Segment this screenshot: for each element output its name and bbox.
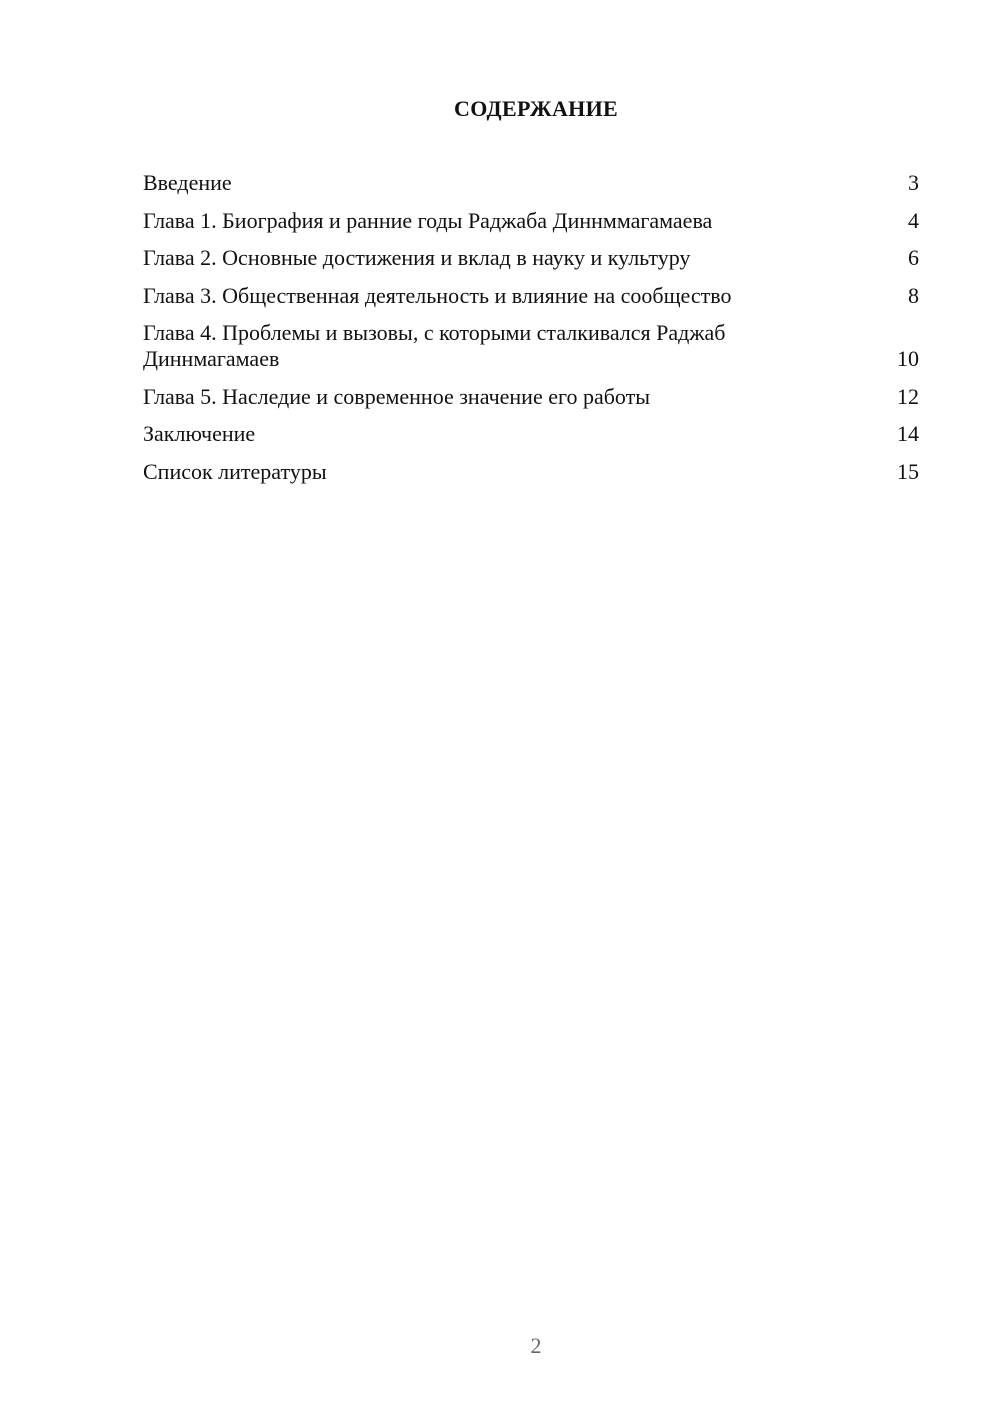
toc-entry[interactable] bbox=[143, 283, 919, 309]
toc-entry[interactable] bbox=[143, 208, 919, 234]
table-of-contents bbox=[143, 170, 919, 496]
toc-entry[interactable] bbox=[143, 421, 919, 447]
toc-entry-page: 12 bbox=[897, 383, 919, 409]
toc-entry[interactable] bbox=[143, 459, 919, 485]
toc-entry[interactable] bbox=[143, 384, 919, 410]
page-title: СОДЕРЖАНИЕ bbox=[454, 96, 618, 121]
toc-entry-page: 6 bbox=[908, 245, 919, 270]
toc-entry-page: 14 bbox=[897, 421, 919, 446]
page-number: 2 bbox=[530, 1333, 542, 1358]
toc-entry-title: Глава 1. Биография и ранние годы Раджаба Диннммагамаева bbox=[143, 207, 713, 233]
toc-entry-title: Глава 2. Основные достижения и вклад в науку и культуру bbox=[143, 245, 691, 270]
toc-entry-page: 3 bbox=[908, 170, 919, 195]
toc-entry-page: 15 bbox=[897, 458, 919, 484]
toc-entry-title: Глава 3. Общественная деятельность и влияние на сообщество bbox=[143, 282, 732, 308]
toc-entry-title: Введение bbox=[143, 170, 232, 195]
toc-entry-page: 4 bbox=[908, 207, 919, 233]
toc-entry[interactable] bbox=[143, 320, 919, 372]
toc-entry-page: 8 bbox=[908, 282, 919, 308]
toc-entry-title: Заключение bbox=[143, 421, 256, 446]
toc-entry[interactable] bbox=[143, 245, 919, 271]
toc-entry-title: Глава 5. Наследие и современное значение его работы bbox=[143, 383, 651, 409]
toc-entry-title: Список литературы bbox=[143, 458, 327, 484]
toc-entry-title: Глава 4. Проблемы и вызовы, с которыми сталкивался Раджаб Диннмагамаев bbox=[143, 320, 726, 371]
toc-entry[interactable] bbox=[143, 170, 919, 196]
toc-entry-page: 10 bbox=[897, 346, 919, 371]
